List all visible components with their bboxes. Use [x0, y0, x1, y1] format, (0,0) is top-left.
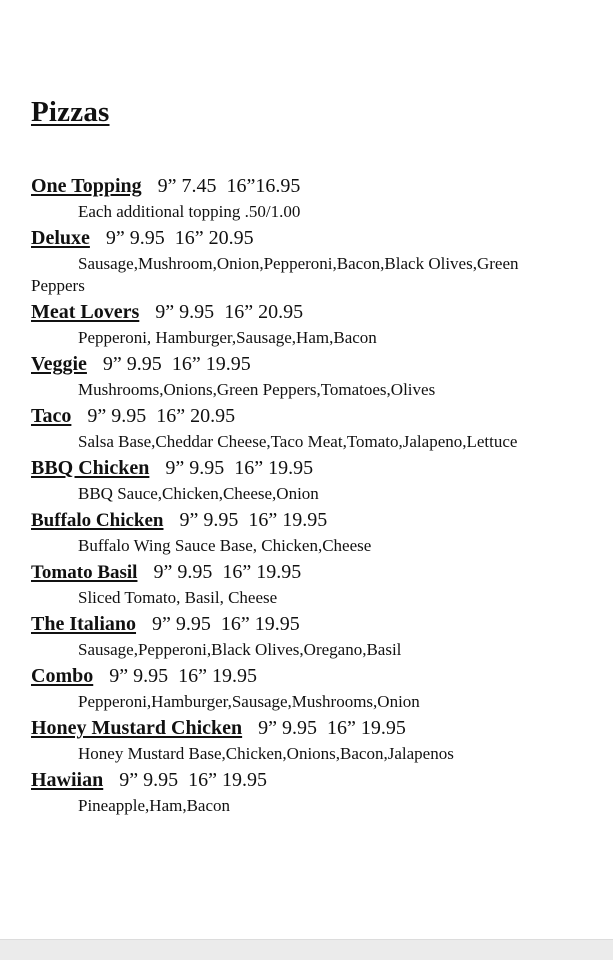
price-small: 9” 9.95 [109, 665, 169, 687]
item-name: Combo [31, 665, 94, 687]
item-name: Taco [31, 405, 72, 427]
price-small: 9” 9.95 [258, 717, 318, 739]
menu-item-combo [31, 661, 611, 713]
price-large: 16” 20.95 [156, 405, 236, 427]
item-name: One Topping [31, 175, 142, 197]
item-description: Pepperoni, Hamburger,Sausage,Ham,Bacon [78, 328, 377, 347]
price-small: 9” 9.95 [155, 301, 215, 323]
item-description: Mushrooms,Onions,Green Peppers,Tomatoes,Olives [78, 380, 436, 399]
item-name: Veggie [31, 353, 87, 375]
menu-item-veggie [31, 349, 611, 401]
price-large: 16” 20.95 [224, 301, 304, 323]
pizza-menu-list [31, 171, 611, 817]
price-large: 16” 19.95 [248, 509, 328, 531]
price-large: 16” 19.95 [171, 353, 251, 375]
price-large: 16” 20.95 [174, 227, 254, 249]
price-large: 16”16.95 [226, 175, 301, 197]
menu-item-the-italiano [31, 609, 611, 661]
price-large: 16” 19.95 [222, 561, 302, 583]
item-name: Honey Mustard Chicken [31, 717, 243, 739]
price-small: 9” 9.95 [152, 613, 211, 635]
item-description: Sliced Tomato, Basil, Cheese [78, 588, 278, 607]
price-large: 16” 19.95 [188, 769, 268, 791]
item-description: Pepperoni,Hamburger,Sausage,Mushrooms,Onion [78, 692, 420, 711]
price-small: 9” 7.45 [157, 175, 217, 197]
item-name: The Italiano [31, 613, 137, 635]
price-large: 16” 19.95 [234, 457, 314, 479]
price-small: 9” 9.95 [119, 769, 179, 791]
item-description: Buffalo Wing Sauce Base, Chicken,Cheese [78, 536, 372, 555]
menu-item-honey-mustard-chicken [31, 713, 611, 765]
page-title: Pizzas [31, 96, 110, 128]
menu-item-meat-lovers [31, 297, 611, 349]
item-name: BBQ Chicken [31, 457, 150, 479]
item-name: Buffalo Chicken [31, 510, 164, 531]
price-large: 16” 19.95 [327, 717, 406, 739]
price-small: 9” 9.95 [87, 405, 147, 427]
price-small: 9” 9.95 [102, 353, 162, 375]
item-name: Tomato Basil [31, 562, 138, 583]
item-description: Pineapple,Ham,Bacon [78, 796, 231, 815]
item-description: Sausage,Pepperoni,Black Olives,Oregano,Basil [78, 640, 402, 659]
item-name: Deluxe [31, 227, 90, 249]
item-description: Each additional topping .50/1.00 [78, 202, 301, 221]
price-small: 9” 9.95 [153, 561, 213, 583]
item-description-continued: Peppers [31, 276, 85, 295]
menu-item-deluxe [31, 223, 611, 297]
item-description: Salsa Base,Cheddar Cheese,Taco Meat,Tomato,Jalapeno,Lettuce [78, 432, 518, 451]
bottom-strip [0, 939, 613, 960]
price-large: 16” 19.95 [178, 665, 258, 687]
menu-item-bbq-chicken [31, 453, 611, 505]
price-large: 16” 19.95 [220, 613, 300, 635]
price-small: 9” 9.95 [165, 457, 225, 479]
item-description: BBQ Sauce,Chicken,Cheese,Onion [78, 484, 319, 503]
item-description: Honey Mustard Base,Chicken,Onions,Bacon,Jalapenos [78, 744, 454, 763]
item-description: Sausage,Mushroom,Onion,Pepperoni,Bacon,Black Olives,Green [78, 254, 519, 273]
menu-item-tomato-basil [31, 557, 611, 609]
item-name: Hawiian [31, 769, 104, 791]
price-small: 9” 9.95 [179, 509, 239, 531]
price-small: 9” 9.95 [105, 227, 165, 249]
menu-item-hawiian [31, 765, 611, 817]
item-name: Meat Lovers [31, 301, 140, 323]
menu-item-one-topping [31, 171, 611, 223]
menu-item-taco [31, 401, 611, 453]
menu-item-buffalo-chicken [31, 505, 611, 557]
